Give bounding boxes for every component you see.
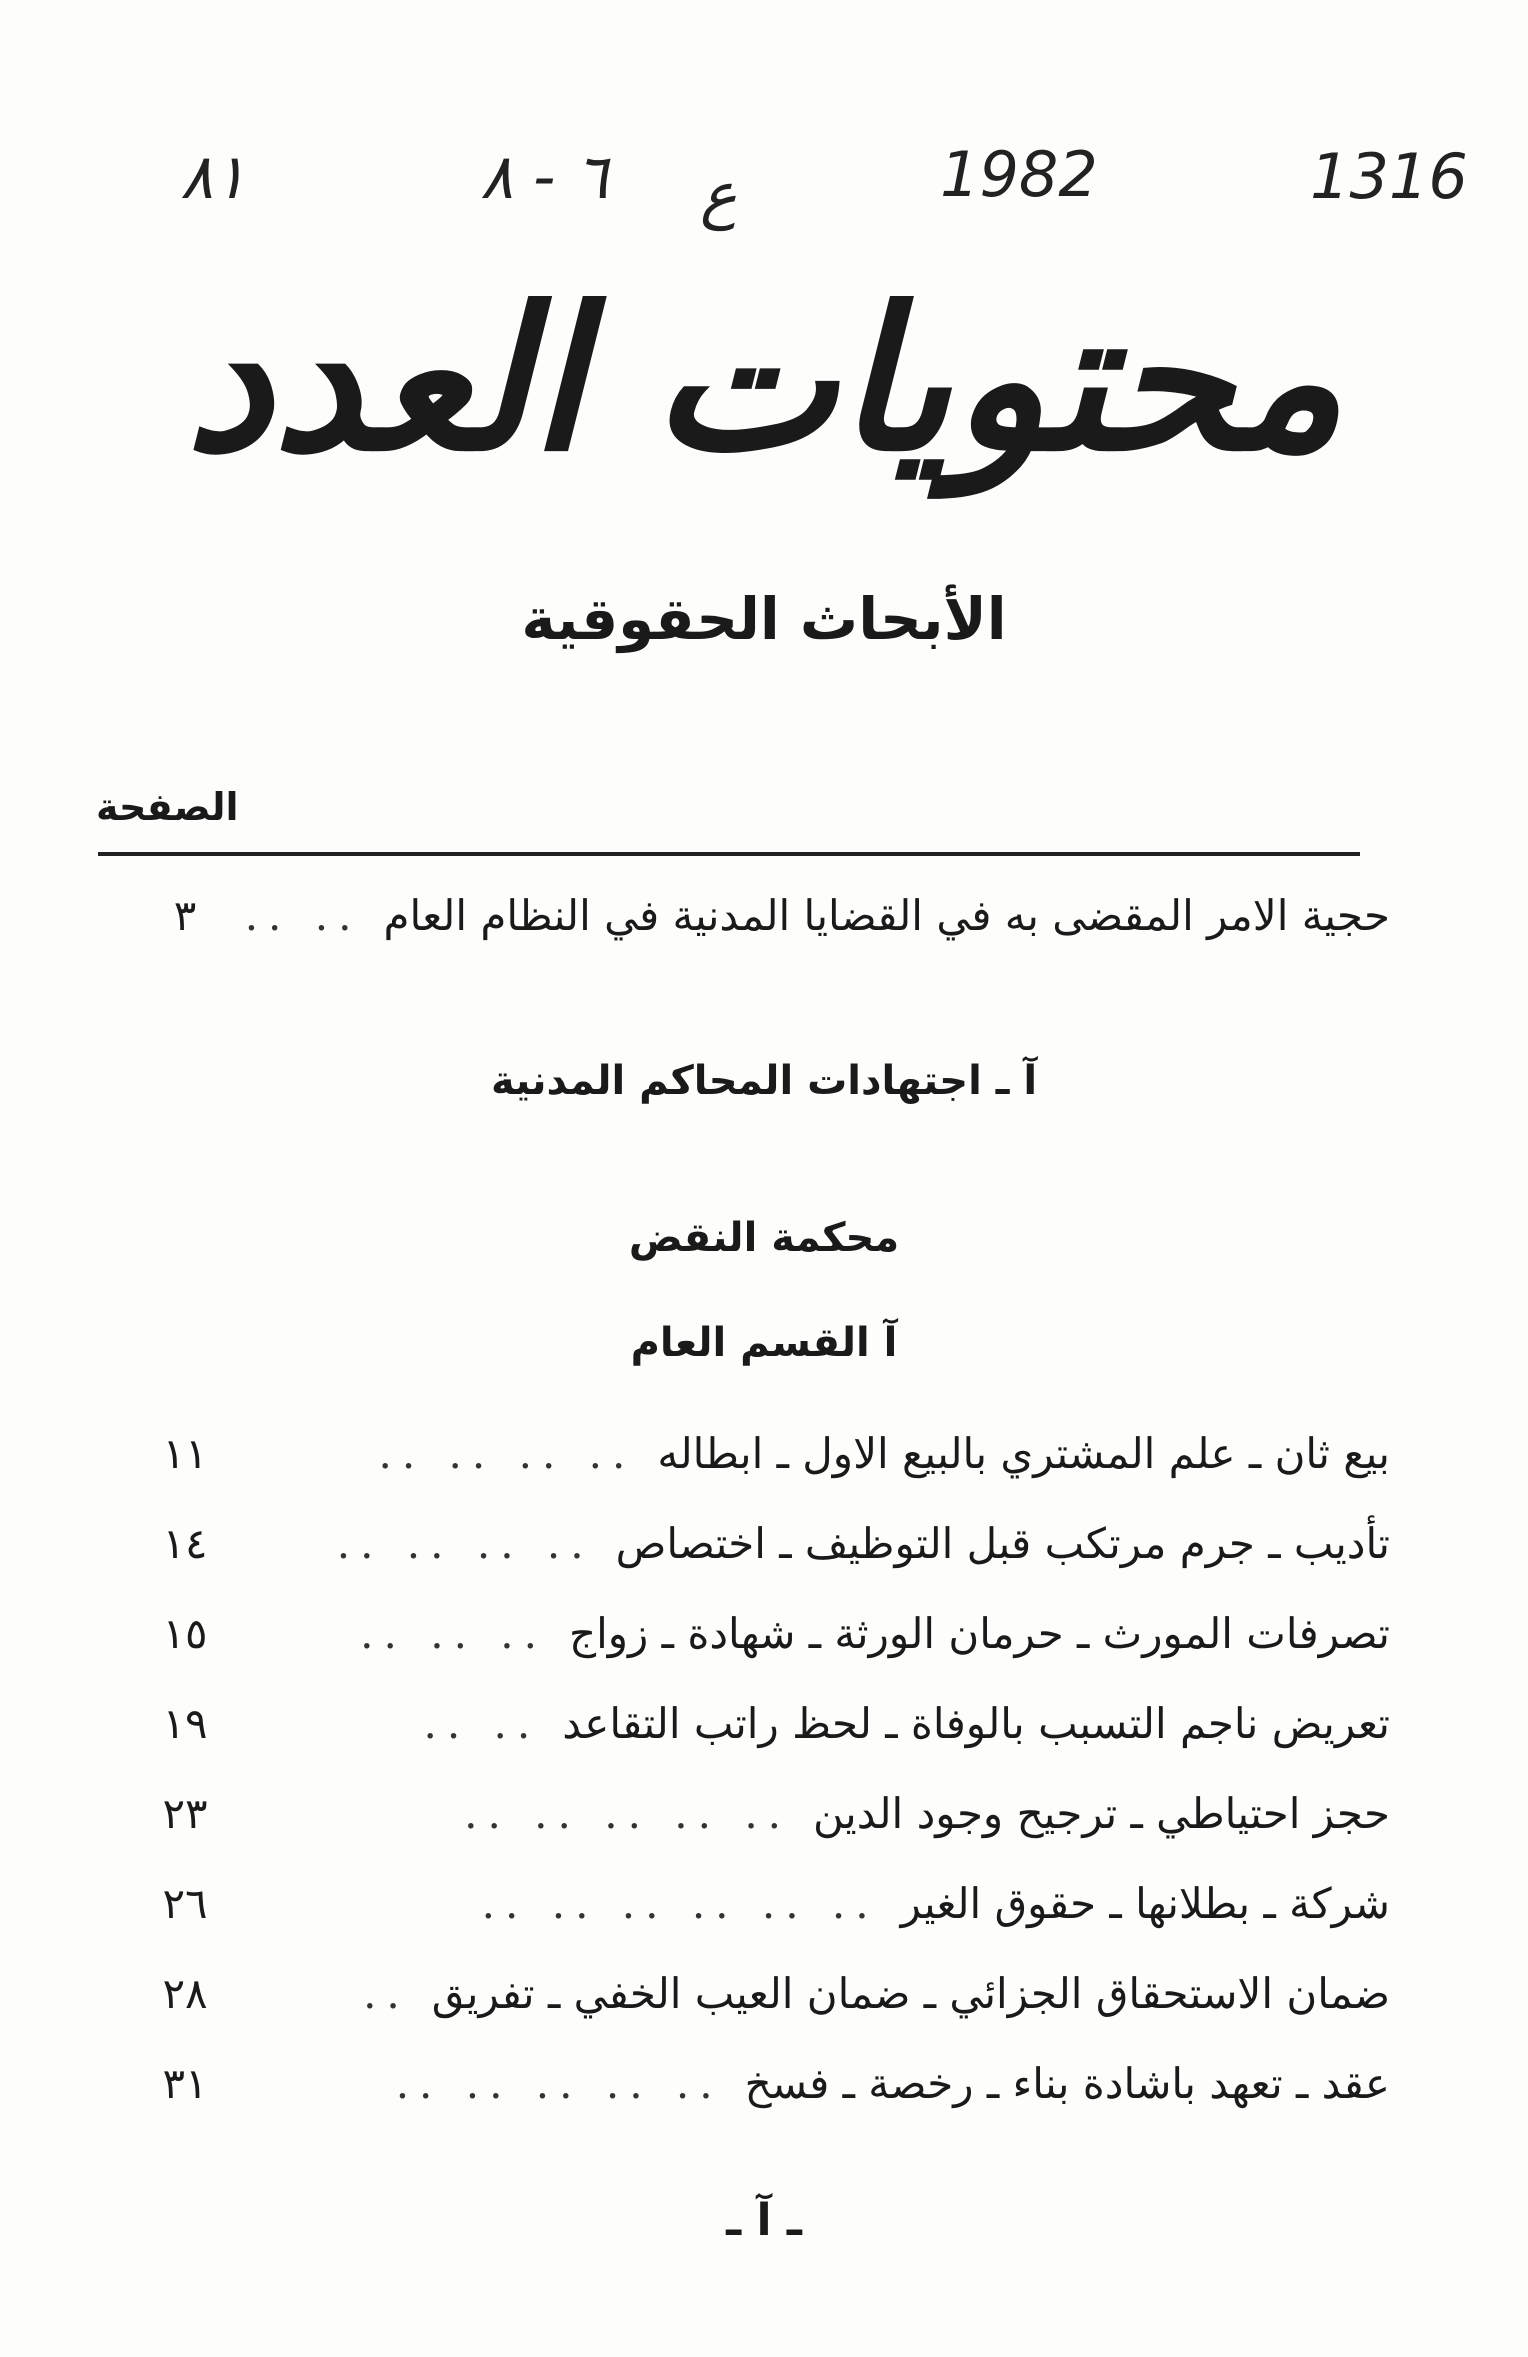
toc-entry-title: ضمان الاستحقاق الجزائي ـ ضمان العيب الخفي ـ تفريق [431,1968,1390,2018]
handwritten-letter: ع [700,158,737,231]
toc-entry-dots: .. .. .. .. [378,1428,636,1478]
toc-entry [150,1958,1390,2028]
toc-entry-page: ١٥ [162,1608,208,1658]
page-footer-marker: ـ آ ـ [726,2195,802,2246]
toc-entry-page: ٢٣ [162,1788,208,1838]
toc-entry [150,1418,1390,1488]
toc-entry-page: ٢٨ [162,1968,208,2018]
toc-entry-title: شركة ـ بطلانها ـ حقوق الغير [900,1878,1390,1928]
court-heading: محكمة النقض [628,1215,900,1261]
toc-entry-title: تصرفات المورث ـ حرمان الورثة ـ شهادة ـ زواج [568,1608,1390,1658]
toc-entry-intro [150,880,1390,950]
toc-entry [150,2048,1390,2118]
toc-entry-dots: .. .. .. .. .. .. [481,1878,879,1928]
toc-entry-dots: .. .. [423,1698,541,1748]
toc-entry-page: ٣١ [162,2058,208,2108]
toc-entry-dots: .. [363,1968,410,2018]
toc-entry [150,1868,1390,1938]
page-title: محتويات العدد [185,265,1343,495]
toc-entry-dots: .. .. .. .. [336,1518,594,1568]
toc-entry-title: حجز احتياطي ـ ترجيح وجود الدين [813,1788,1390,1838]
toc-entry [150,1508,1390,1578]
toc-entry-page: ١٩ [162,1698,208,1748]
toc-entry-title: حجية الامر المقضى به في القضايا المدنية في النظام العام [383,890,1390,940]
toc-entry-title: بيع ثان ـ علم المشتري بالبيع الاول ـ ابطاله [657,1428,1390,1478]
handwritten-code-left: ٨١ [180,140,247,213]
toc-entry-page: ٣ [173,890,197,940]
handwritten-year: 1982 [940,138,1098,211]
toc-entry-dots: .. .. .. .. .. [464,1788,792,1838]
division-heading: آ القسم العام [630,1320,898,1366]
page-column-label: الصفحة [96,785,239,829]
toc-entry [150,1598,1390,1668]
header-divider [98,852,1360,856]
subtitle: الأبحاث الحقوقية [521,585,1007,653]
toc-entry-dots: .. .. .. .. .. [395,2058,723,2108]
toc-entry-title: تعريض ناجم التسبب بالوفاة ـ لحظ راتب التقاعد [562,1698,1390,1748]
toc-entry-page: ٢٦ [162,1878,208,1928]
toc-entry-title: عقد ـ تعهد باشادة بناء ـ رخصة ـ فسخ [744,2058,1390,2108]
toc-entry [150,1688,1390,1758]
toc-entry-dots: .. .. [244,890,362,940]
handwritten-code-right: 1316 [1310,140,1468,213]
toc-entry-page: ١٤ [162,1518,208,1568]
toc-entry-title: تأديب ـ جرم مرتكب قبل التوظيف ـ اختصاص [615,1518,1390,1568]
handwritten-code-middle: ٦ - ٨ [480,140,609,213]
section-heading: آ ـ اجتهادات المحاكم المدنية [490,1058,1038,1104]
toc-entry-dots: .. .. .. [360,1608,547,1658]
toc-entry [150,1778,1390,1848]
toc-entry-page: ١١ [162,1428,208,1478]
